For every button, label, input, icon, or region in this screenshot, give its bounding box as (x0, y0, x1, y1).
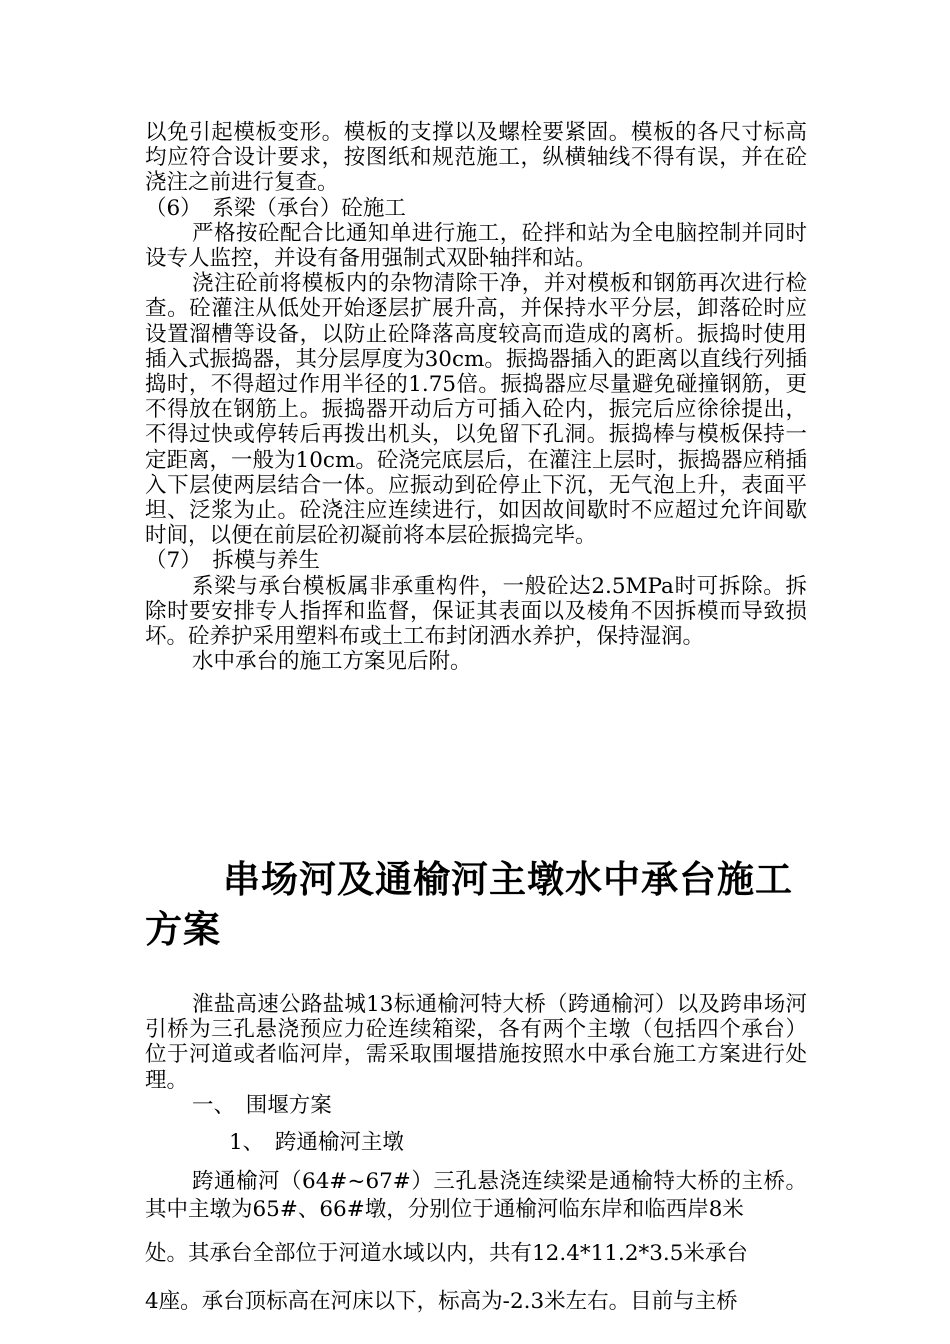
paragraph-project-overview: 淮盐高速公路盐城13标通榆河特大桥（跨通榆河）以及跨串场河引桥为三孔悬浇预应力砼连续箱梁，各有两个主墩（包括四个承台）位于河道或者临河岸，需采取围堰措施按照水中承台施工方案进行处理。 (145, 992, 807, 1093)
paragraph-demolding: 系梁与承台模板属非承重构件，一般砼达2.5MPa时可拆除。拆除时要安排专人指挥和监督，保证其表面以及棱角不因拆模而导致损坏。砼养护采用塑料布或土工布封闭洒水养护，保持湿润。 (145, 573, 807, 650)
paragraph-main-pier-line2: 处。其承台全部位于河道水域以内，共有12.4*11.2*3.5米承台 (145, 1241, 748, 1267)
section-cofferdam-plan: 一、 围堰方案 (192, 1092, 332, 1118)
cofferdam-text-block (145, 992, 807, 1320)
construction-text-block (145, 120, 807, 674)
heading-demolding-curing: （7） 拆模与养生 (145, 548, 320, 574)
paragraph-mix-ratio: 严格按砼配合比通知单进行施工，砼拌和站为全电脑控制并同时设专人监控，并设有备用强制式双卧轴拌和站。 (145, 220, 807, 272)
subsection-main-pier: 1、 跨通榆河主墩 (229, 1130, 404, 1156)
paragraph-main-pier-line3: 4座。承台顶标高在河床以下，标高为-2.3米左右。目前与主桥 (145, 1289, 738, 1315)
paragraph-pouring: 浇注砼前将模板内的杂物清除干净，并对模板和钢筋再次进行检查。砼灌注从低处开始逐层扩展升高，并保持水平分层，卸落砼时应设置溜槽等设备，以防止砼降落高度较高而造成的离析。振捣时使用插入式振捣器，其分层厚度为30cm。振捣器插入的距离以直线行列插捣时，不得超过作用半径的1.75倍。振捣器应尽量避免碰撞钢筋，更不得放在钢筋上。振捣器开动后方可插入砼内，振完后应徐徐提出，不得过快或停转后再拨出机头，以免留下孔洞。振捣棒与模板保持一定距离，一般为10cm。砼浇完底层后，在灌注上层时，振捣器应稍插入下层使两层结合一体。应振动到砼停止下沉，无气泡上升，表面平坦、泛浆为止。砼浇注应连续进行，如因故间歇时不应超过允许间歇时间，以便在前层砼初凝前将本层砼振捣完毕。 (145, 271, 807, 549)
paragraph-main-pier-line1: 跨通榆河（64#~67#）三孔悬浇连续梁是通榆特大桥的主桥。其中主墩为65#、66#墩，分别位于通榆河临东岸和临西岸8米 (145, 1169, 807, 1223)
paragraph-see-appendix: 水中承台的施工方案见后附。 (192, 649, 472, 675)
paragraph-formwork: 以免引起模板变形。模板的支撑以及螺栓要紧固。模板的各尺寸标高均应符合设计要求，按图纸和规范施工，纵横轴线不得有误，并在砼浇注之前进行复查。 (145, 120, 807, 196)
title-block (145, 855, 807, 955)
document-title: 串场河及通榆河主墩水中承台施工方案 (145, 858, 793, 951)
heading-tie-beam-concrete: （6） 系梁（承台）砼施工 (145, 195, 406, 221)
